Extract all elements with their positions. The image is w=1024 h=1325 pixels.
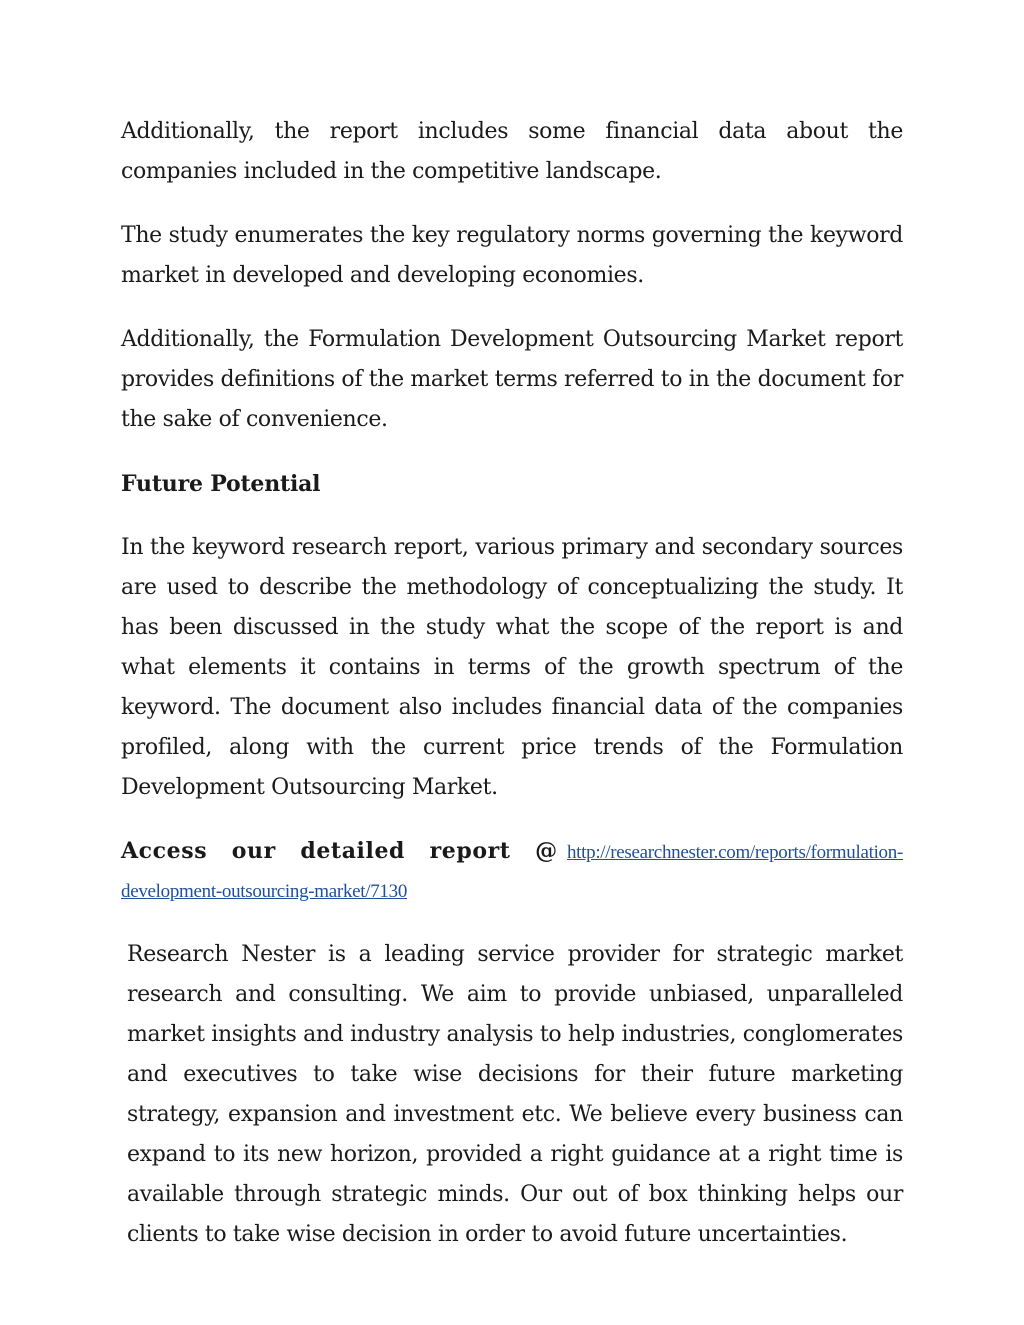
paragraph-regulatory-norms: The study enumerates the key regulatory norms governing the keyword market in developed and developing economies.: [121, 223, 903, 288]
access-report-label: Access our detailed report @: [121, 838, 558, 864]
document-page: [121, 112, 903, 1279]
paragraph-methodology: In the keyword research report, various primary and secondary sources are used to describe the methodology of conceptualizing the study. It has been discussed in the study what the scope of the report is and what elements it contains in terms of the growth spectrum of the keyword. The document also includes financial data of the companies profiled, along with the current price trends of the Formulation Development Outsourcing Market.: [121, 535, 903, 800]
paragraph-financial-data: Additionally, the report includes some financial data about the companies included in the competitive landscape.: [121, 119, 903, 184]
report-link[interactable]: http://researchnester.com/reports/formulation-development-outsourcing-market/7130: [121, 842, 903, 902]
paragraph-definitions: Additionally, the Formulation Development Outsourcing Market report provides definitions of the market terms referred to in the document for the sake of convenience.: [121, 327, 903, 432]
heading-future-potential: Future Potential: [121, 471, 321, 497]
access-report-line: [121, 832, 903, 911]
paragraph-about-research-nester: Research Nester is a leading service provider for strategic market research and consulting. We aim to provide unbiased, unparalleled market insights and industry analysis to help industries, conglomerates and executives to take wise decisions for their future marketing strategy, expansion and investment etc. We believe every business can expand to its new horizon, provided a right guidance at a right time is available through strategic minds. Our out of box thinking helps our clients to take wise decision in order to avoid future uncertainties.: [127, 942, 903, 1247]
